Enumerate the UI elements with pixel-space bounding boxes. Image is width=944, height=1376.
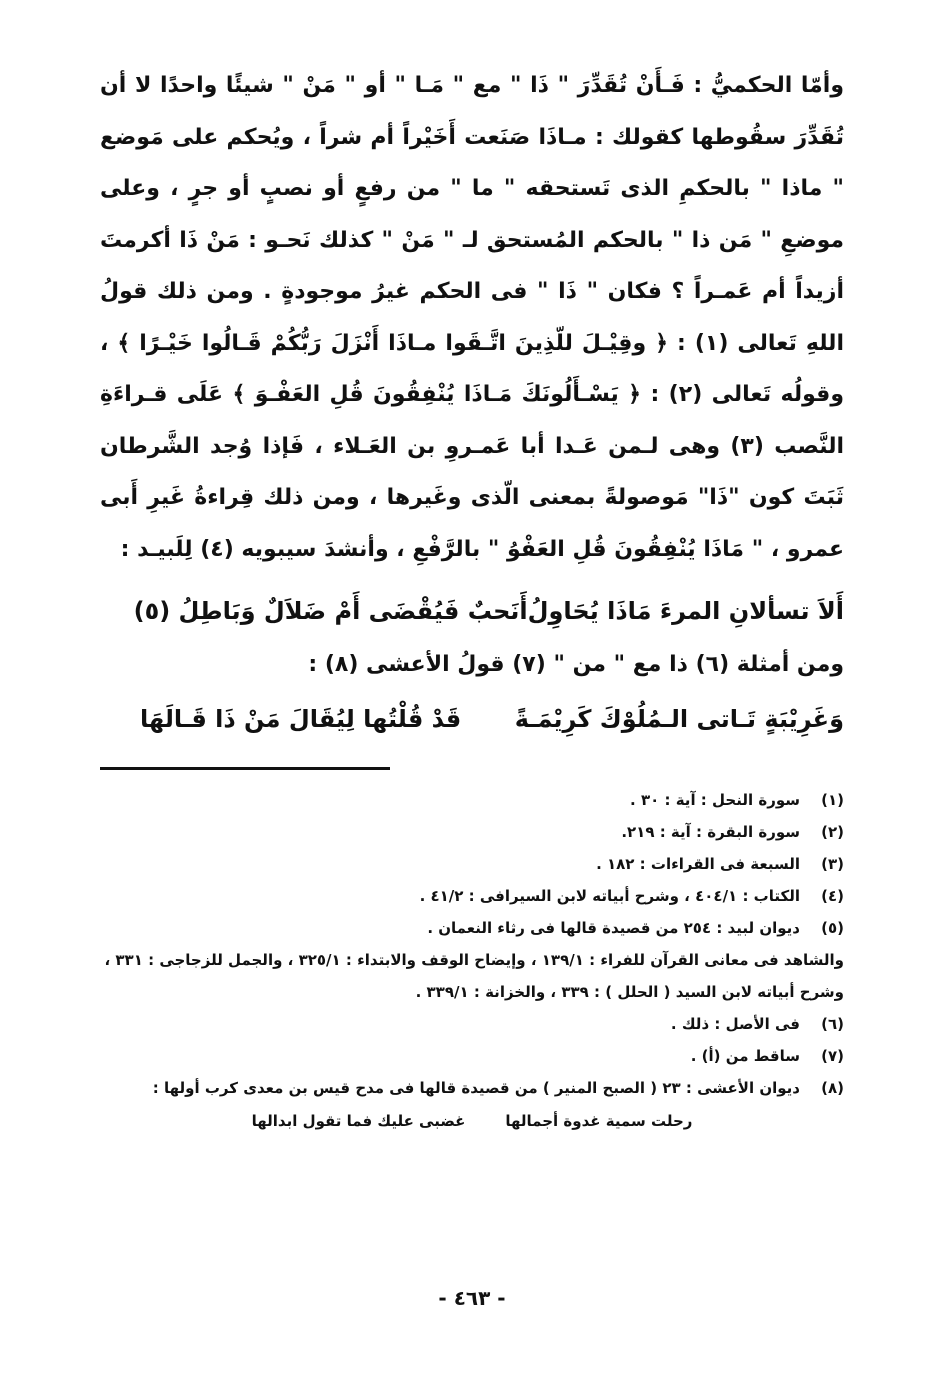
footnote-number: (٧) bbox=[821, 1047, 844, 1065]
main-paragraph: وأمّا الحكميُّ : فَـأَنْ تُقَدِّرَ " ذَا " مع " مَـا " أو " مَنْ " شيئًا واحدًا لا أن تُقَدِّرَ سقُوطها كقولك : مـاذَا صَنَعت أَخَيْراً أم شراً ، ويُحكم على مَوضع " ماذا " بالحكمِ الذى تَستحقه " ما " من رفعٍ أو نصبٍ أو جرٍ ، وعلى موضعِ " مَن ذا " بالحكم المُستحق لـ " مَنْ " كذلك نَحـو : مَنْ ذَا أكرمتَ أزيداً أم عَمـراً ؟ فكان " ذَا " فى الحكم غيرُ موجودةٍ . ومن ذلك قولُ اللهِ تَعالى (١) : ﴿ وقِيْـلَ للّذِينَ اتَّـقَوا مـاذَا أَنْزَلَ رَبُّكُمْ قَـالُوا خَيْـرًا ﴾ ، وقولُه تَعالى (٢) : ﴿ يَسْـأَلُونَكَ مَـاذَا يُنْفِقُونَ قُلِ العَفْـوَ ﴾ عَلَى قـراءَةِ النَّصب (٣) وهى لـمن عَـدا أبا عَمـروِ بن العَـلاء ، فَإذا وُجد الشَّرطان ثَبَتَ كون "ذَا" مَوصولةً بمعنى الّذى وغَيرها ، ومن ذلك قِراءةُ غَيرِ أَبى عمرو ، " مَاذَا يُنْفِقُونَ قُلِ العَفْوُ " بالرَّفْعِ ، وأنشدَ سيبويه (٤) لِلَبيـد : bbox=[100, 73, 844, 562]
footnote-number: (١) bbox=[821, 791, 844, 809]
verse-asha bbox=[100, 691, 844, 747]
footnote-number: (٤) bbox=[821, 887, 844, 905]
footnote-text: سورة البقرة : آية : ٢١٩. bbox=[621, 823, 800, 841]
footnote-number: (٢) bbox=[821, 823, 844, 841]
footnote-divider-wrap bbox=[100, 767, 844, 784]
footnote-8 bbox=[100, 1072, 844, 1104]
verse-labid bbox=[100, 583, 844, 639]
footnote-number: (٦) bbox=[821, 1015, 844, 1033]
footnote-text: ديوان لبيد : ٢٥٤ من قصيدة قالها فى رثاء النعمان . bbox=[427, 919, 800, 937]
verse-labid-first-hemistich: أَلاَ تسألانِ المرءَ مَاذَا يُحَاوِلُ bbox=[527, 597, 844, 625]
footnote-2 bbox=[100, 816, 844, 848]
verse-asha-second-hemistich: قَدْ قُلْتُها لِيُقَالَ مَنْ ذَا قَـالَهَا bbox=[140, 705, 462, 733]
verse-asha-first-hemistich: وَغَرِيْبَةٍ تَـاتى الـمُلُوْكَ كَرِيْمَـةً bbox=[514, 705, 844, 733]
footnote-verse-second-hemistich: غضبى عليك فما تقول ابدالها bbox=[251, 1112, 466, 1130]
footnote-verse bbox=[100, 1104, 844, 1138]
footnote-text: فى الأصل : ذلك . bbox=[670, 1015, 800, 1033]
footnote-7 bbox=[100, 1040, 844, 1072]
footnote-6 bbox=[100, 1008, 844, 1040]
footnote-5-continuation bbox=[100, 944, 844, 1008]
footnotes bbox=[100, 784, 844, 1104]
page-number: - ٤٦٣ - bbox=[438, 1286, 506, 1310]
verse-labid-second-hemistich: أَنَحبٌ فَيُقْضَى أَمْ ضَلاَلٌ وَبَاطِلُ (٥) bbox=[133, 597, 528, 625]
footnote-text: والشاهد فى معانى القرآن للفراء : ١٣٩/١ ، وإيضاح الوقف والابتداء : ٣٢٥/١ ، والجمل للزجاجى : ٣٣١ ، وشرح أبياته لابن السيد ( الحلل ) : ٣٣٩ ، والخزانة : ٣٣٩/١ . bbox=[104, 951, 844, 1001]
footnote-text: ساقط من (أ) . bbox=[690, 1047, 800, 1065]
footnote-1 bbox=[100, 784, 844, 816]
footnote-5 bbox=[100, 912, 844, 944]
footnote-number: (٣) bbox=[821, 855, 844, 873]
footnote-text: السبعة فى القراءات : ١٨٢ . bbox=[596, 855, 800, 873]
footnote-text: الكتاب : ٤٠٤/١ ، وشرح أبياته لابن السيرافى : ٤١/٢ . bbox=[419, 887, 800, 905]
footnote-text: ديوان الأعشى : ٢٣ ( الصبح المنير ) من قصيدة قالها فى مدح قيس بن معدى كرب أولها : bbox=[152, 1079, 800, 1097]
examples-line: ومن أمثلة (٦) ذا مع " من " (٧) قولُ الأعشى (٨) : bbox=[308, 652, 844, 677]
footnote-4 bbox=[100, 880, 844, 912]
footnote-number: (٨) bbox=[821, 1079, 844, 1097]
footnote-divider bbox=[100, 767, 390, 770]
footnote-text: سورة النحل : آية : ٣٠ . bbox=[630, 791, 800, 809]
main-text bbox=[100, 60, 844, 575]
footnote-3 bbox=[100, 848, 844, 880]
footnote-verse-first-hemistich: رحلت سمية غدوة أجمالها bbox=[505, 1112, 693, 1130]
footnote-number: (٥) bbox=[821, 919, 844, 937]
